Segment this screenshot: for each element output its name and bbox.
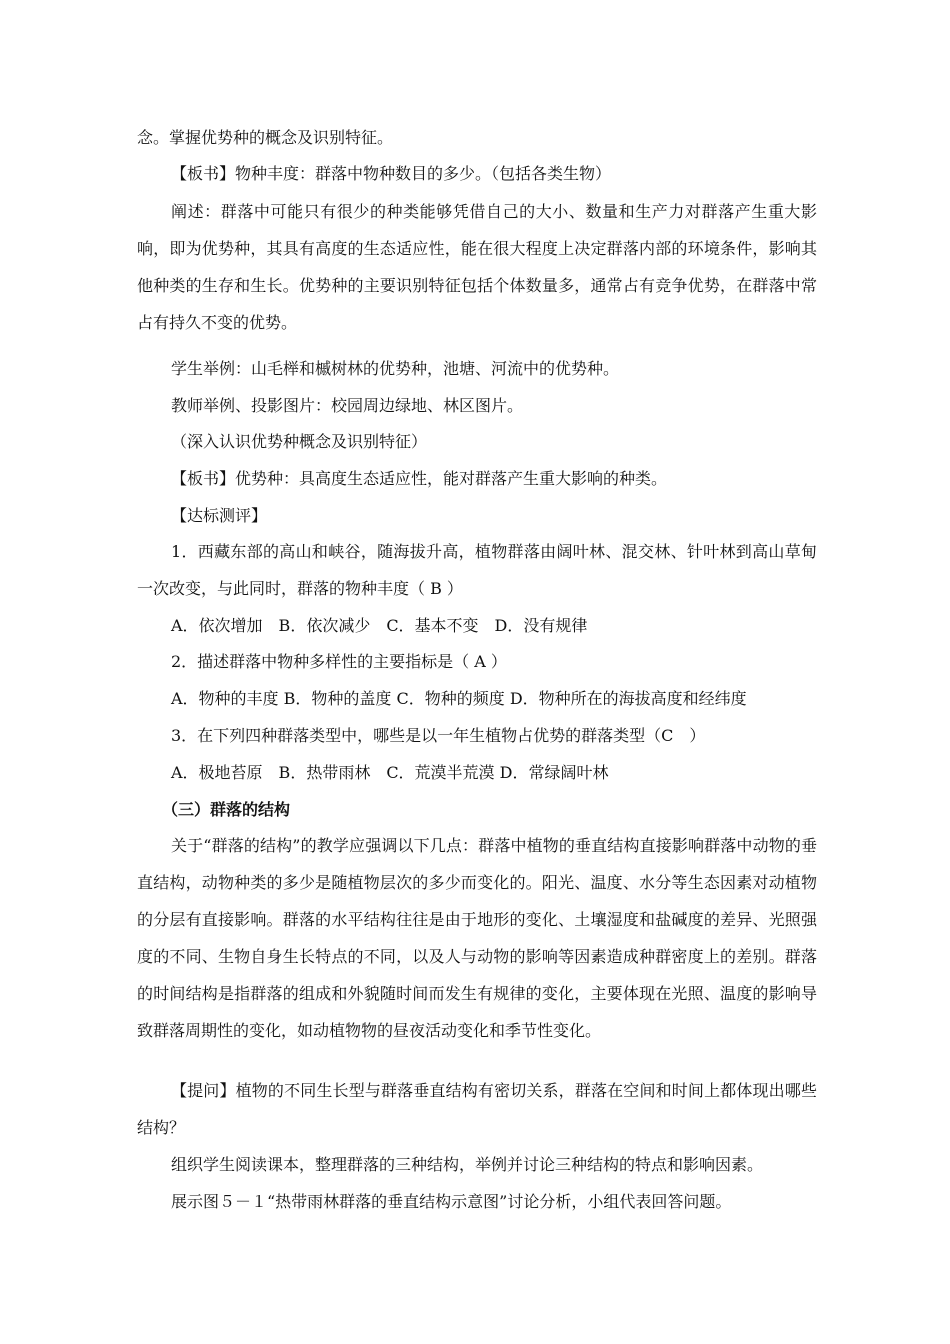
paragraph-board-dominant-species: 【板书】优势种：具高度生态适应性，能对群落产生重大影响的种类。: [171, 469, 668, 488]
paragraph-question-structures: 【提问】植物的不同生长型与群落垂直结构有密切关系，群落在空间和时间上都体现出哪些结构？: [137, 1081, 817, 1137]
question-1: 1．西藏东部的高山和峡谷，随海拔升高，植物群落由阔叶林、混交林、针叶林到高山草甸一次改变，与此同时，群落的物种丰度（ B ）: [137, 542, 817, 598]
section-heading-community-structure: （三）群落的结构: [162, 800, 291, 819]
question-2: 2．描述群落中物种多样性的主要指标是（ A ）: [171, 652, 507, 671]
paragraph-assessment-heading: 【达标测评】: [171, 506, 268, 525]
question-2-options: A．物种的丰度 B．物种的盖度 C．物种的频度 D．物种所在的海拔高度和经纬度: [171, 689, 747, 708]
paragraph-deepen-understanding: （深入认识优势种概念及识别特征）: [171, 432, 428, 451]
paragraph-dominant-species-explanation: 阐述：群落中可能只有很少的种类能够凭借自己的大小、数量和生产力对群落产生重大影响，即为优势种，其具有高度的生态适应性，能在很大程度上决定群落内部的环境条件，影响其他种类的生存和生长。优势种的主要识别特征包括个体数量多，通常占有竞争优势，在群落中常占有持久不变的优势。: [137, 202, 817, 332]
paragraph-organize-reading: 组织学生阅读课本，整理群落的三种结构，举例并讨论三种结构的特点和影响因素。: [171, 1155, 764, 1174]
question-1-options: A．依次增加 B．依次减少 C．基本不变 D．没有规律: [171, 616, 588, 635]
paragraph-student-examples: 学生举例：山毛榉和槭树林的优势种，池塘、河流中的优势种。: [171, 359, 620, 378]
question-3: 3．在下列四种群落类型中，哪些是以一年生植物占优势的群落类型（C ）: [171, 726, 706, 745]
paragraph-show-figure: 展示图５－１“热带雨林群落的垂直结构示意图”讨论分析，小组代表回答问题。: [171, 1192, 732, 1211]
question-3-options: A．极地苔原 B．热带雨林 C．荒漠半荒漠 D．常绿阔叶林: [171, 763, 609, 782]
paragraph-continuation: 念。掌握优势种的概念及识别特征。: [137, 128, 394, 147]
paragraph-teacher-examples: 教师举例、投影图片：校园周边绿地、林区图片。: [171, 396, 524, 415]
paragraph-board-species-richness: 【板书】物种丰度：群落中物种数目的多少。（包括各类生物）: [171, 164, 612, 183]
paragraph-community-structure-teaching: 关于“群落的结构”的教学应强调以下几点：群落中植物的垂直结构直接影响群落中动物的垂直结构，动物种类的多少是随植物层次的多少而变化的。阳光、温度、水分等生态因素对动植物的分层有直接影响。群落的水平结构往往是由于地形的变化、土壤湿度和盐碱度的差异、光照强度的不同、生物自身生长特点的不同，以及人与动物的影响等因素造成种群密度上的差别。群落的时间结构是指群落的组成和外貌随时间而发生有规律的变化，主要体现在光照、温度的影响导致群落周期性的变化，如动植物物的昼夜活动变化和季节性变化。: [137, 836, 817, 1040]
